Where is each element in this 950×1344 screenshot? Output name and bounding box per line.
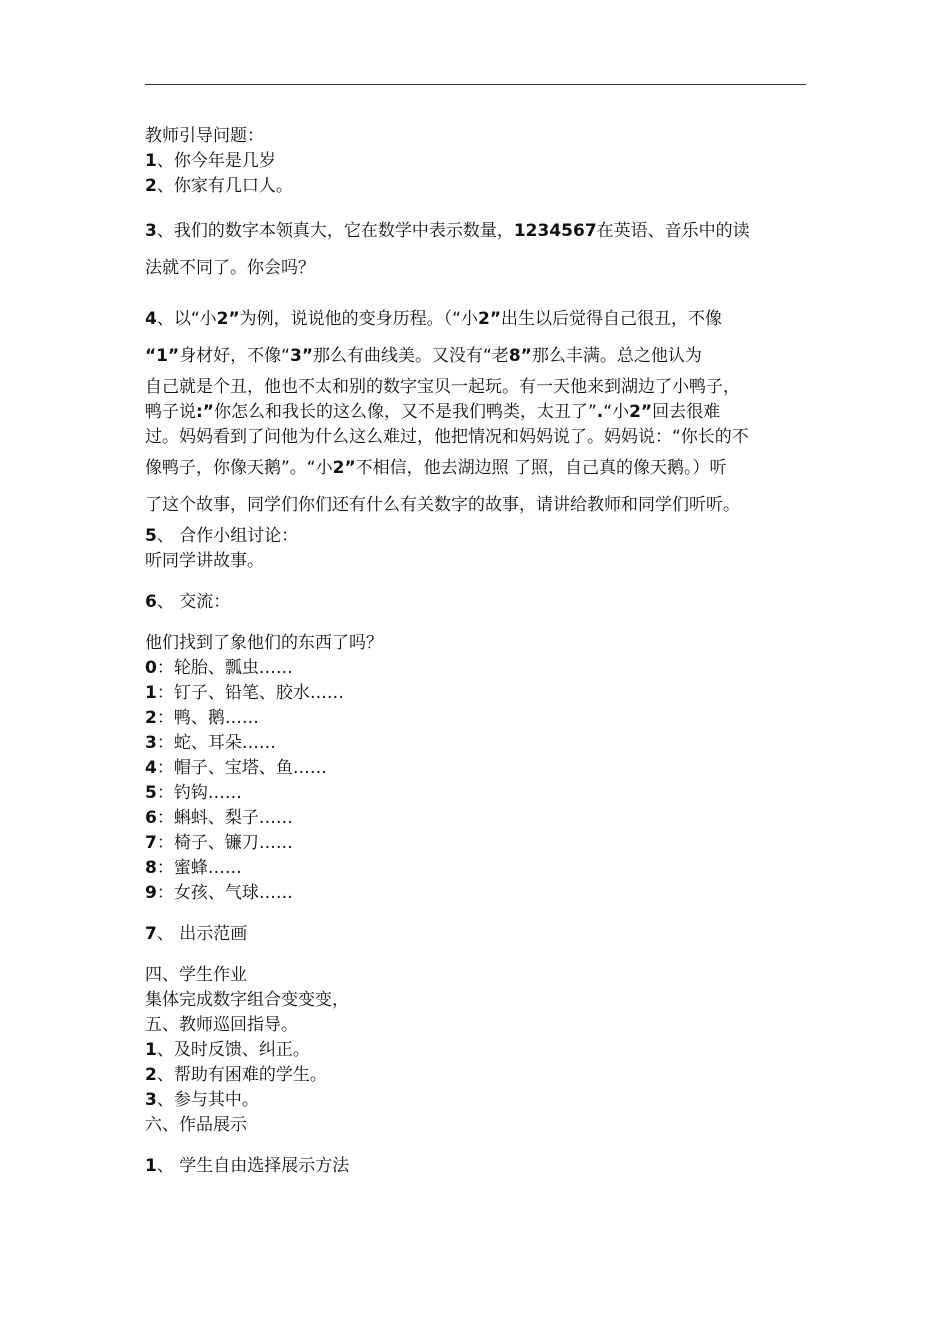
- punct-emphasis: .: [596, 402, 604, 422]
- item-number: 3: [145, 221, 157, 241]
- digit-list: [145, 656, 810, 906]
- digits-inline: 1234567: [513, 221, 597, 241]
- item-text: 、及时反馈、纠正。: [156, 1040, 310, 1060]
- item-text: 出生以后觉得自己很丑，不像: [501, 309, 722, 329]
- section-6-title: 六、作品展示: [145, 1115, 247, 1135]
- item-text: ：鸭、鹅……: [156, 708, 259, 728]
- item-number: 5: [145, 526, 157, 546]
- item-number: 1: [145, 1040, 157, 1060]
- section-6-item-1: [145, 1154, 810, 1179]
- item-text: 、 交流：: [156, 592, 231, 612]
- question-4-line-3: 自己就是个丑，他也不太和别的数字宝贝一起玩。有一天他来到湖边了小鸭子，: [145, 377, 740, 397]
- item-number: 3: [145, 733, 157, 753]
- question-1: [145, 149, 810, 174]
- item-text: 那么有曲线美。又没有“老: [313, 346, 509, 366]
- header-rule: [145, 84, 806, 85]
- item-number: 2: [145, 1065, 157, 1085]
- item-text: 、 学生自由选择展示方法: [156, 1156, 350, 1176]
- item-text: 、你今年是几岁: [156, 151, 276, 171]
- list-item: [145, 681, 810, 706]
- list-item: [145, 781, 810, 806]
- list-item: [145, 706, 810, 731]
- item-number: 4: [145, 309, 157, 329]
- item-text: ：女孩、气球……: [156, 883, 293, 903]
- digit-emphasis: 2”: [629, 402, 653, 422]
- digit-emphasis: 2”: [216, 309, 240, 329]
- digit-emphasis: 3”: [290, 346, 314, 366]
- punct-emphasis: :”: [196, 402, 214, 422]
- section-5-title: 五、教师巡回指导。: [145, 1015, 298, 1035]
- item-text: 为例，说说他的变身历程。（“小: [239, 309, 478, 329]
- list-item: [145, 856, 810, 881]
- item-text: 、 出示范画: [156, 924, 248, 944]
- item-text: 、帮助有困难的学生。: [156, 1065, 327, 1085]
- digit-emphasis: “1”: [145, 346, 180, 366]
- list-item: [145, 731, 810, 756]
- item-text: ：轮胎、瓢虫……: [156, 658, 293, 678]
- item-text: ：蜜蜂……: [156, 858, 242, 878]
- item-text: 不相信，他去湖边照 了照，自己真的像天鹅。）听: [355, 458, 727, 478]
- item-text: ：蝌蚪、梨子……: [156, 808, 293, 828]
- question-4: [145, 301, 810, 524]
- digit-emphasis: 2”: [332, 458, 356, 478]
- item-text: 、我们的数字本领真大，它在数学中表示数量，: [156, 221, 514, 241]
- list-item: [145, 1063, 810, 1088]
- item-number: 9: [145, 883, 157, 903]
- item-number: 2: [145, 708, 157, 728]
- question-3: [145, 213, 810, 287]
- item-number: 1: [145, 683, 157, 703]
- item-text: 回去很难: [652, 402, 721, 422]
- item-number: 0: [145, 658, 157, 678]
- section-4-text: 集体完成数字组合变变变，: [145, 990, 349, 1010]
- item-text: 、你家有几口人。: [156, 176, 293, 196]
- item-text: 身材好，不像“: [179, 346, 290, 366]
- digit-emphasis: 2”: [477, 309, 501, 329]
- document-body: [145, 124, 810, 1179]
- item-text: 、 合作小组讨论：: [156, 526, 299, 546]
- list-item: [145, 656, 810, 681]
- question-6: [145, 590, 810, 615]
- item-text: 、以“小: [156, 309, 217, 329]
- item-number: 3: [145, 1090, 157, 1110]
- item-text: 在英语、音乐中的读: [596, 221, 750, 241]
- item-text: 鸭子说: [145, 402, 196, 422]
- item-text: 、参与其中。: [156, 1090, 259, 1110]
- question-4-line-7: 了这个故事，同学们你们还有什么有关数字的故事，请讲给教师和同学们听听。: [145, 495, 740, 515]
- question-7: [145, 922, 810, 947]
- item-text: ：椅子、镰刀……: [156, 833, 293, 853]
- question-4-line-5: 过。妈妈看到了问他为什么这么难过，他把情况和妈妈说了。妈妈说：“你长的不: [145, 427, 749, 447]
- list-item: [145, 1038, 810, 1063]
- intro-title: 教师引导问题：: [145, 126, 264, 146]
- list-item: [145, 881, 810, 906]
- item-text: “小: [603, 402, 630, 422]
- item-number: 4: [145, 758, 157, 778]
- item-text: ：钓钩……: [156, 783, 242, 803]
- item-number: 6: [145, 808, 157, 828]
- item-text: 你怎么和我长的这么像，又不是我们鸭类，太丑了”: [213, 402, 597, 422]
- item-number: 2: [145, 176, 157, 196]
- item-number: 7: [145, 833, 157, 853]
- item-text: ：帽子、宝塔、鱼……: [156, 758, 327, 778]
- item-text: 那么丰满。总之他认为: [531, 346, 702, 366]
- item-number: 1: [145, 1156, 157, 1176]
- item-number: 8: [145, 858, 157, 878]
- item-number: 5: [145, 783, 157, 803]
- question-5: [145, 524, 810, 549]
- digit-emphasis: 8”: [508, 346, 532, 366]
- list-item: [145, 806, 810, 831]
- question-3-line-2: 法就不同了。你会吗？: [145, 258, 315, 278]
- item-number: 6: [145, 592, 157, 612]
- section-4-title: 四、学生作业: [145, 965, 247, 985]
- list-item: [145, 831, 810, 856]
- item-text: 像鸭子，你像天鹅”。“小: [145, 458, 333, 478]
- list-item: [145, 1088, 810, 1113]
- question-6-prompt: 他们找到了象他们的东西了吗？: [145, 633, 383, 653]
- item-number: 1: [145, 151, 157, 171]
- item-number: 7: [145, 924, 157, 944]
- list-item: [145, 756, 810, 781]
- item-text: ：蛇、耳朵……: [156, 733, 276, 753]
- question-5-line-2: 听同学讲故事。: [145, 551, 264, 571]
- question-2: [145, 174, 810, 199]
- item-text: ：钉子、铅笔、胶水……: [156, 683, 344, 703]
